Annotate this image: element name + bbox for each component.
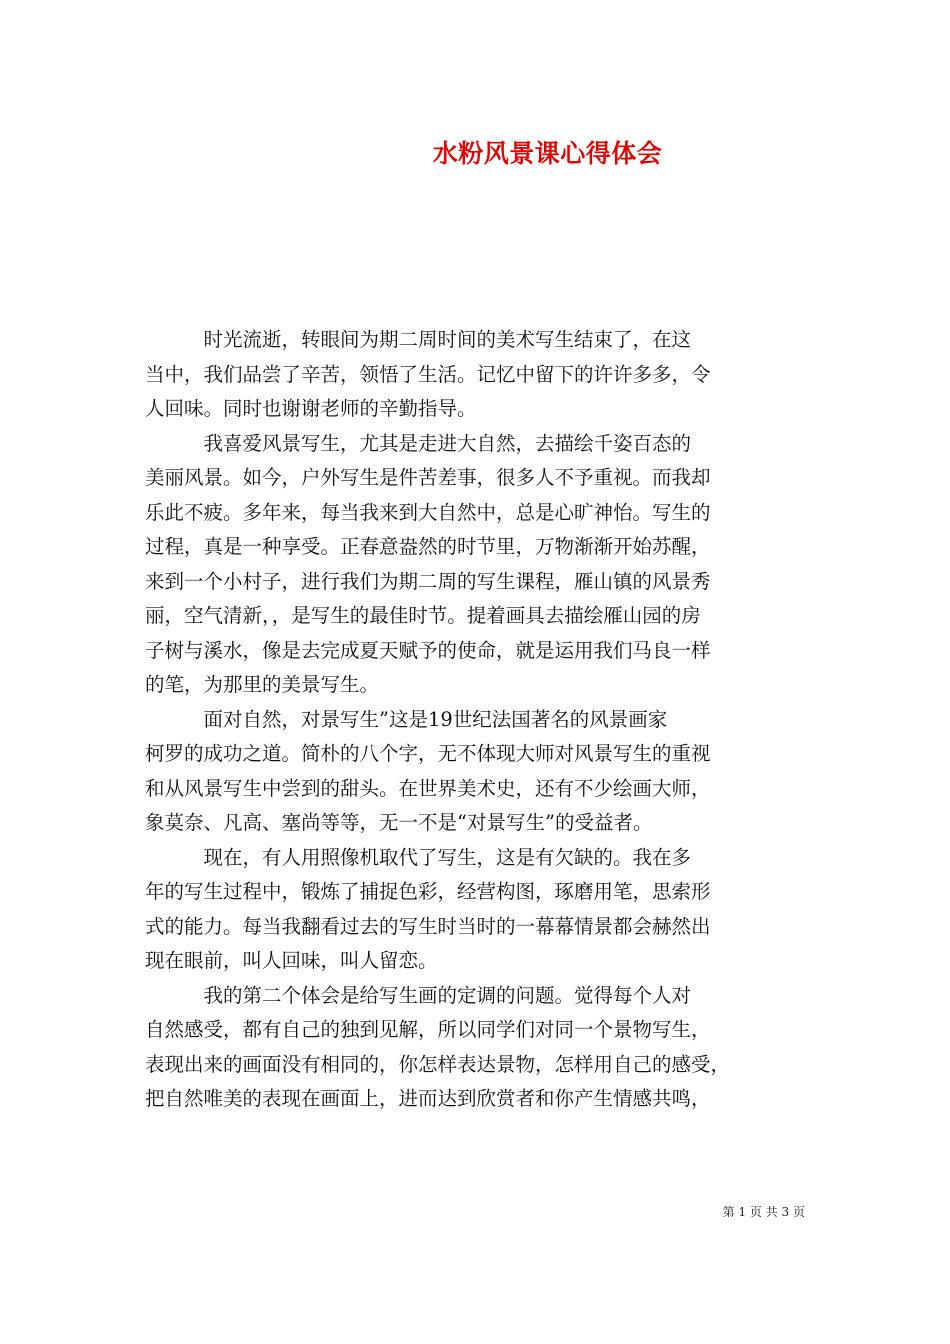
- paragraph-4: [145, 841, 809, 979]
- text-line: 我喜爱风景写生，尤其是走进大自然，去描绘千姿百态的: [145, 431, 692, 455]
- paragraph-3: [145, 703, 809, 841]
- text-line: 面对自然，对景写生”这是19世纪法国著名的风景画家: [145, 707, 668, 731]
- page-footer: 第 1 页 共 3 页: [722, 1205, 805, 1219]
- text-line: 过程，真是一种享受。正春意盎然的时节里，万物渐渐开始苏醒，: [145, 535, 711, 558]
- text-line: 时光流逝，转眼间为期二周时间的美术写生结束了，在这: [145, 328, 692, 351]
- text-line: 人回味。同时也谢谢老师的辛勤指导。: [145, 397, 477, 420]
- text-line: 年的写生过程中，锻炼了捕捉色彩，经营构图，琢磨用笔，思索形: [145, 880, 711, 903]
- text-line: 和从风景写生中尝到的甜头。在世界美术史，还有不少绘画大师，: [145, 776, 711, 800]
- text-line: 现在，有人用照像机取代了写生，这是有欠缺的。我在多: [145, 845, 692, 869]
- paragraph-2: [145, 427, 809, 703]
- text-line: 来到一个小村子，进行我们为期二周的写生课程，雁山镇的风景秀: [145, 569, 711, 593]
- document-body: [145, 323, 809, 1117]
- paragraph-5: [145, 979, 809, 1117]
- paragraph-1: [145, 323, 809, 427]
- text-line: 表现出来的画面没有相同的，你怎样表达景物，怎样用自己的感受，: [145, 1052, 731, 1076]
- text-line: 柯罗的成功之道。简朴的八个字，无不体现大师对风景写生的重视: [145, 742, 711, 765]
- text-line: 现在眼前，叫人回味，叫人留恋。: [145, 949, 438, 972]
- text-line: 当中，我们品尝了辛苦，领悟了生活。记忆中留下的许许多多，令: [145, 362, 711, 386]
- text-line: 子树与溪水，像是去完成夏天赋予的使命，就是运用我们马良一样: [145, 638, 711, 662]
- text-line: 的笔，为那里的美景写生。: [145, 673, 380, 696]
- text-line: 乐此不疲。多年来，每当我来到大自然中，总是心旷神怡。写生的: [145, 500, 711, 524]
- text-line: 把自然唯美的表现在画面上，进而达到欣赏者和你产生情感共鸣，: [145, 1087, 711, 1110]
- document-title: 水粉风景课心得体会: [432, 139, 663, 168]
- text-line: 美丽风景。如今，户外写生是件苦差事，很多人不予重视。而我却: [145, 466, 711, 489]
- text-line: 式的能力。每当我翻看过去的写生时当时的一幕幕情景都会赫然出: [145, 914, 711, 938]
- text-line: 我的第二个体会是给写生画的定调的问题。觉得每个人对: [145, 983, 692, 1007]
- text-line: 象莫奈、凡高、塞尚等等，无一不是“对景写生”的受益者。: [145, 811, 653, 834]
- text-line: 自然感受，都有自己的独到见解，所以同学们对同一个景物写生，: [145, 1018, 711, 1041]
- text-line: 丽，空气清新，，是写生的最佳时节。提着画具去描绘雁山园的房: [145, 604, 701, 627]
